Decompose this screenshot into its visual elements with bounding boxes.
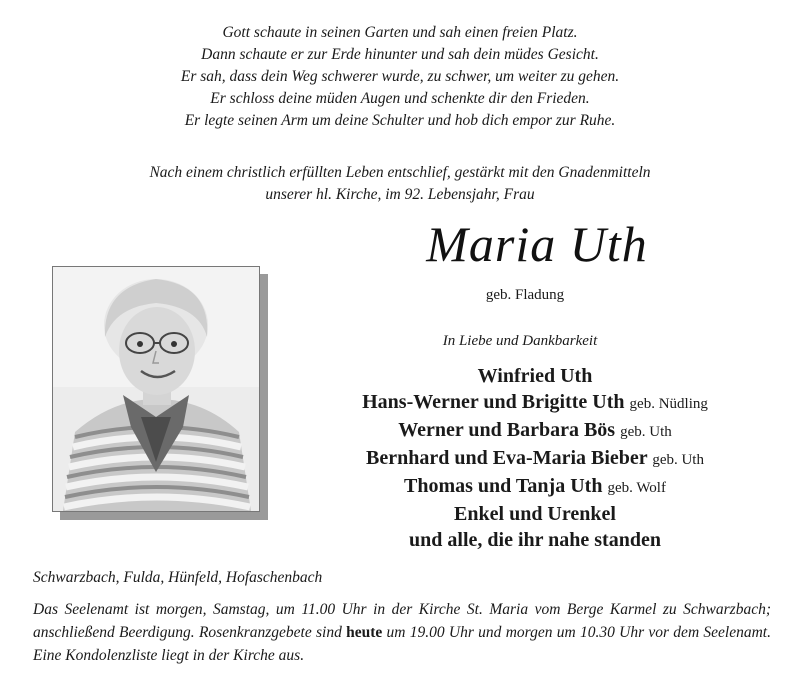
- poem: [0, 22, 800, 132]
- mourner-name: Hans-Werner und Brigitte Uth: [362, 391, 625, 413]
- portrait-photo: [52, 266, 260, 512]
- intro-line: Nach einem christlich erfüllten Leben entschlief, gestärkt mit den Gnadenmitteln: [149, 164, 651, 181]
- mourner-line: [300, 501, 770, 527]
- poem-line: Dann schaute er zur Erde hinunter und sah dein müdes Gesicht.: [201, 46, 599, 63]
- poem-line: Er schloss deine müden Augen und schenkte dir den Frieden.: [210, 90, 590, 107]
- places-line: Schwarzbach, Fulda, Hünfeld, Hofaschenbach: [33, 569, 323, 586]
- mourner-name: Werner und Barbara Bös: [398, 419, 616, 441]
- notice-text-start: Das Seelenamt ist morgen, Samstag, um 11.00 Uhr in der Kirche St. Maria vom Berge Karmel zu Schwarzbach; anschließend Beerdigung. Rosenkranzgebete sind: [33, 601, 771, 641]
- poem-line: Gott schaute in seinen Garten und sah einen freien Platz.: [222, 24, 578, 41]
- mourner-line: [300, 473, 770, 501]
- mourner-name: und alle, die ihr nahe standen: [409, 529, 661, 551]
- mourner-maiden-name: geb. Nüdling: [629, 396, 708, 412]
- mourner-line: [300, 527, 770, 553]
- mourner-line: [300, 363, 770, 389]
- mourner-name: Winfried Uth: [477, 365, 593, 387]
- poem-line: Er legte seinen Arm um deine Schulter und hob dich empor zur Ruhe.: [184, 112, 616, 129]
- mourner-name: Enkel und Urenkel: [454, 503, 616, 525]
- intro-line: unserer hl. Kirche, im 92. Lebensjahr, Frau: [265, 186, 535, 203]
- deceased-name: Maria Uth: [426, 216, 648, 272]
- portrait-illustration: [53, 267, 259, 511]
- mourner-maiden-name: geb. Wolf: [607, 480, 666, 496]
- mourner-line: [300, 389, 770, 417]
- mourners-list: [300, 363, 770, 553]
- mourner-name: Bernhard und Eva-Maria Bieber: [366, 447, 648, 469]
- mourner-line: [300, 445, 770, 473]
- maiden-name: geb. Fladung: [485, 287, 565, 303]
- funeral-notice: [33, 598, 771, 667]
- mourner-name: Thomas und Tanja Uth: [404, 475, 603, 497]
- intro-text: [0, 162, 800, 206]
- mourner-line: [300, 417, 770, 445]
- notice-text-end: um 19.00 Uhr und morgen um 10.30 Uhr vor dem Seelenamt. Eine Kondolenzliste liegt in der Kirche aus.: [33, 624, 771, 664]
- mourner-maiden-name: geb. Uth: [620, 424, 672, 440]
- notice-emphasis: heute: [346, 624, 383, 641]
- gratitude-line: In Liebe und Dankbarkeit: [442, 333, 598, 349]
- poem-line: Er sah, dass dein Weg schwerer wurde, zu schwer, um weiter zu gehen.: [180, 68, 620, 85]
- mourner-maiden-name: geb. Uth: [652, 452, 704, 468]
